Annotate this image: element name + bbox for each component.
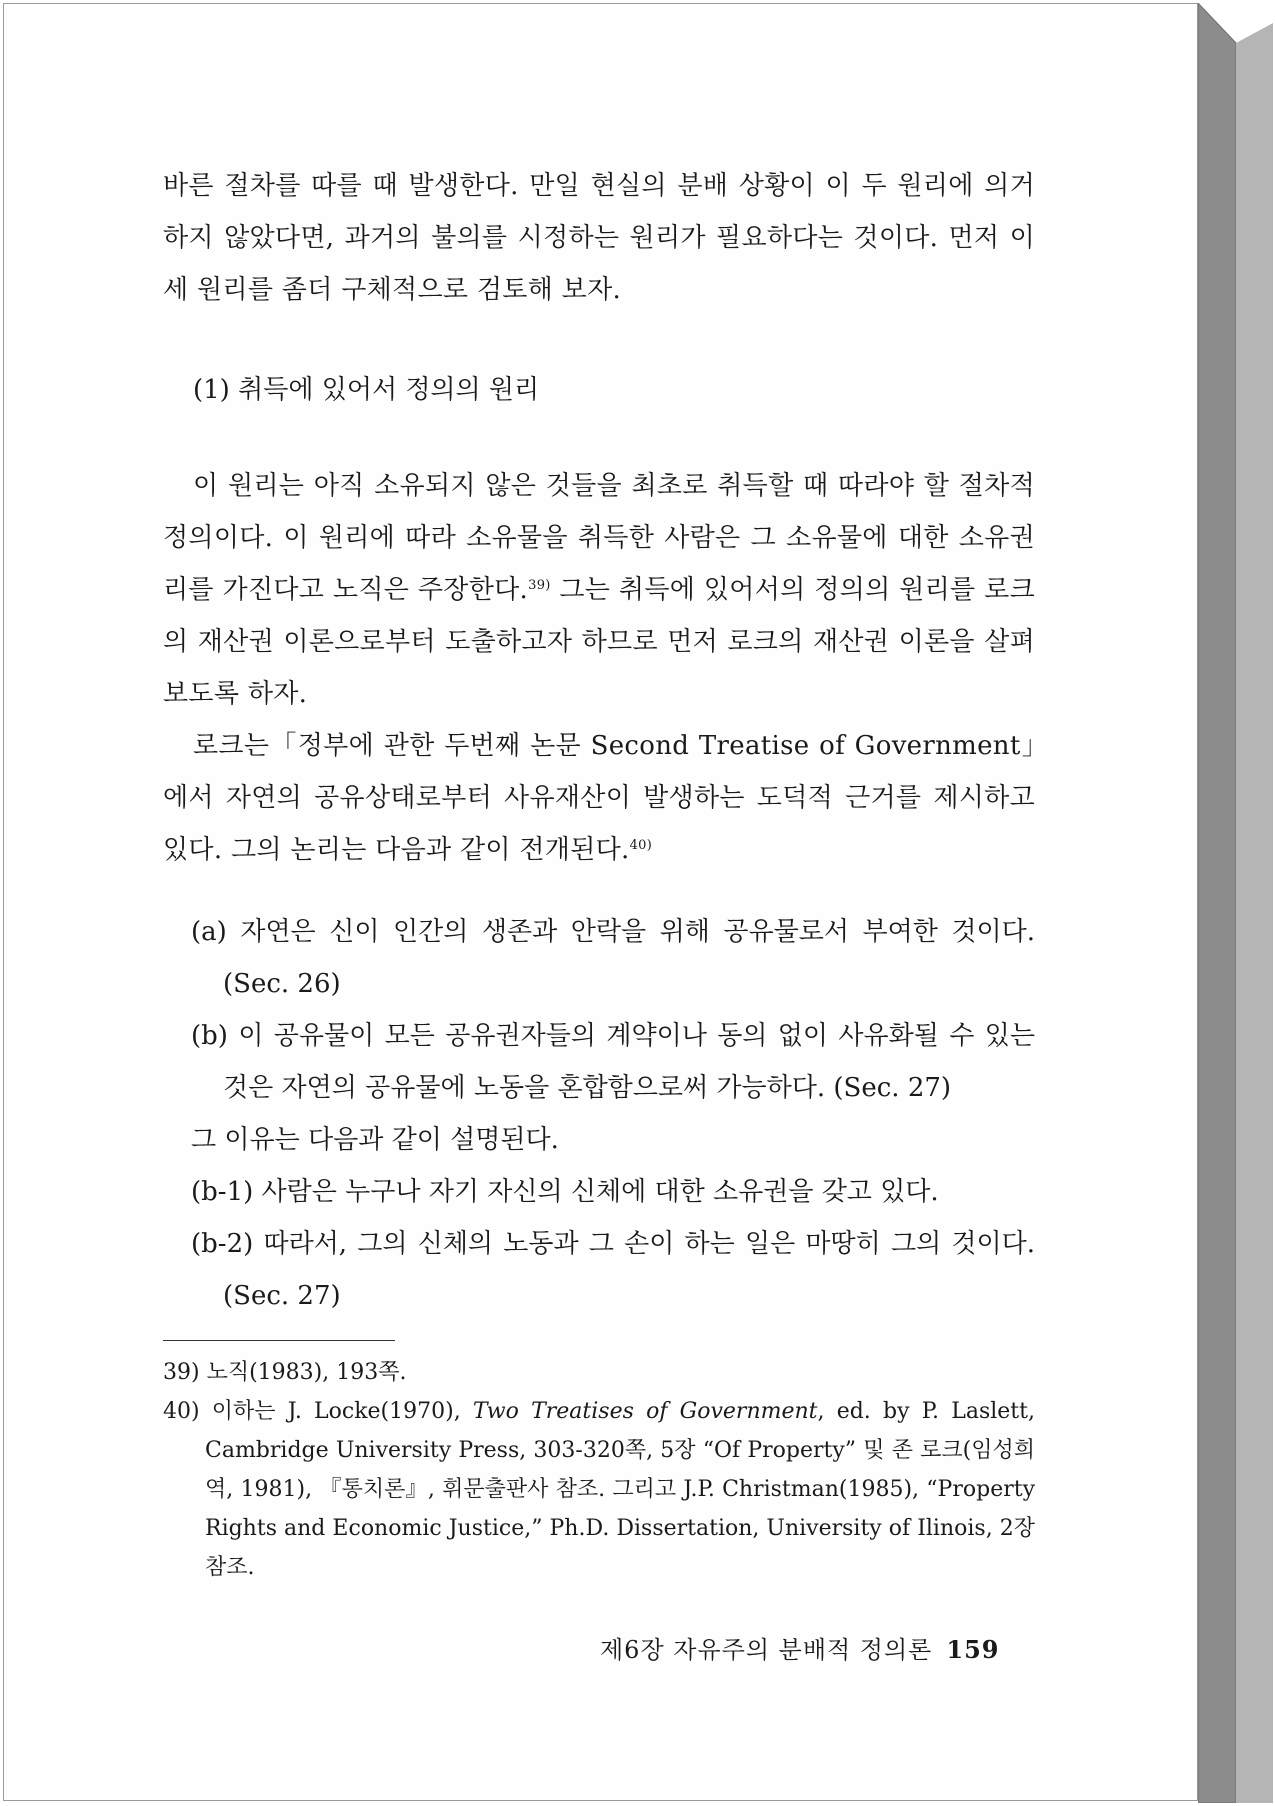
footnotes bbox=[163, 1353, 1035, 1587]
footnote-40-title: Two Treatises of Government bbox=[472, 1399, 818, 1424]
footnote-40-text: 40) 이하는 J. Locke(1970), bbox=[163, 1399, 473, 1424]
footnote-ref-39: 39) bbox=[528, 578, 551, 593]
argument-list bbox=[163, 906, 1035, 1322]
page-edge-shadow bbox=[1198, 3, 1273, 1803]
paragraph-text: 로크는「정부에 관한 두번째 논문 Second Treatise of Government」에서 자연의 공유상태로부터 사유재산이 발생하는 도덕적 근거를 제시하고 있다. 그의 논리는 다음과 같이 전개된다. bbox=[163, 731, 1035, 865]
page-footer bbox=[600, 1630, 999, 1665]
paragraph-text: 이 원리는 아직 소유되지 않은 것들을 최초로 취득할 때 따라야 할 절차적 정의이다. 이 원리에 따라 소유물을 취득한 사람은 그 소유물에 대한 소유권리를 가진다고 노직은 주장한다. bbox=[163, 471, 1035, 605]
section-heading: (1) 취득에 있어서 정의의 원리 bbox=[193, 375, 540, 405]
footnote-39: 39) 노직(1983), 193쪽. bbox=[163, 1360, 407, 1385]
footnote-divider bbox=[163, 1340, 395, 1341]
footnote-ref-40: 40) bbox=[629, 838, 653, 853]
paragraph-locke bbox=[163, 720, 1035, 876]
footnote-40 bbox=[163, 1392, 1035, 1587]
paragraph-opening: 바른 절차를 따를 때 발생한다. 만일 현실의 분배 상황이 이 두 원리에 의거하지 않았다면, 과거의 불의를 시정하는 원리가 필요하다는 것이다. 먼저 이 세 원리를 좀더 구체적으로 검토해 보자. bbox=[163, 171, 1035, 305]
list-item-a: (a) 자연은 신이 인간의 생존과 안락을 위해 공유물로서 부여한 것이다. (Sec. 26) bbox=[191, 917, 1035, 999]
list-reason: 그 이유는 다음과 같이 설명된다. bbox=[191, 1125, 559, 1155]
footnote-40-text-continued: , ed. by P. Laslett, Cambridge University Press, 303-320쪽, 5장 “Of Property” 및 존 로크(임성희 역, 1981), 『통치론』, 휘문출판사 참조. 그리고 J.P. Christman(1985), “Property Rights and Economic Justice,” Ph.D. Dissertation, University of Ilinois, 2장 참조. bbox=[205, 1399, 1035, 1580]
page-number: 159 bbox=[946, 1635, 1000, 1664]
list-item-b2: (b-2) 따라서, 그의 신체의 노동과 그 손이 하는 일은 마땅히 그의 것이다. (Sec. 27) bbox=[191, 1229, 1035, 1311]
list-item-b: (b) 이 공유물이 모든 공유권자들의 계약이나 동의 없이 사유화될 수 있는 것은 자연의 공유물에 노동을 혼합함으로써 가능하다. (Sec. 27) bbox=[191, 1021, 1035, 1103]
list-item-b1: (b-1) 사람은 누구나 자기 자신의 신체에 대한 소유권을 갖고 있다. bbox=[191, 1177, 939, 1207]
page-content bbox=[163, 160, 1035, 1587]
paragraph-acquisition bbox=[163, 460, 1035, 720]
paragraph-text-continued: 그는 취득에 있어서의 정의의 원리를 로크의 재산권 이론으로부터 도출하고자 하므로 먼저 로크의 재산권 이론을 살펴보도록 하자. bbox=[163, 575, 1035, 709]
running-head: 제6장 자유주의 분배적 정의론 bbox=[600, 1636, 933, 1664]
